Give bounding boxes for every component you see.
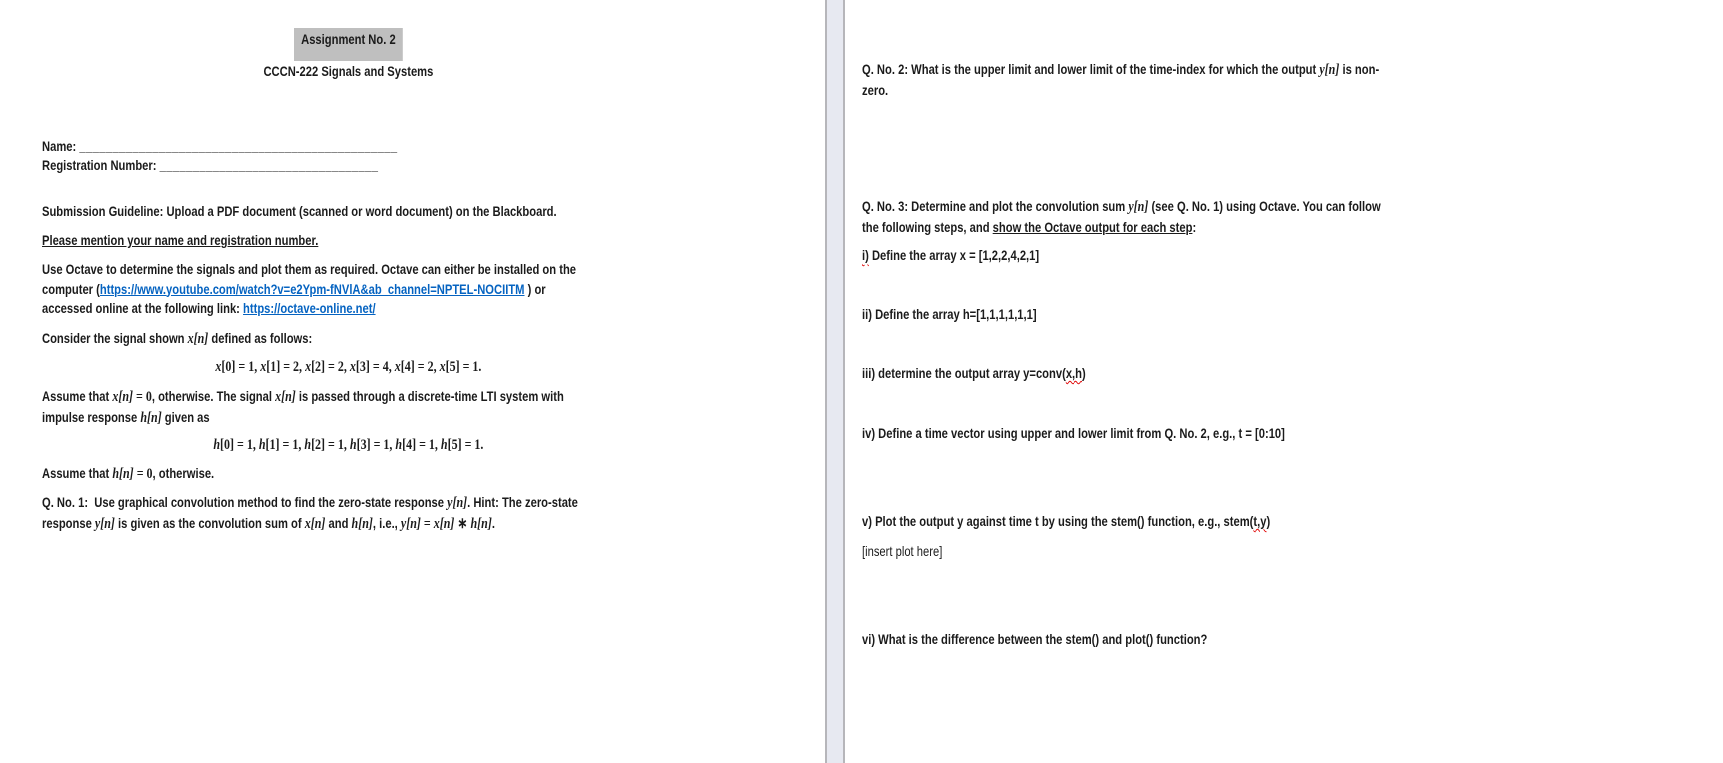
document-page-left bbox=[0, 0, 825, 763]
math-variable: y[n] bbox=[1319, 62, 1340, 78]
text-segment: Assume that bbox=[42, 388, 113, 404]
math-variable: h bbox=[213, 437, 221, 453]
text-segment: iii) determine the output array y=conv( bbox=[862, 365, 1066, 381]
registration-label: Registration Number: bbox=[42, 157, 160, 173]
math-variable: y[n] bbox=[447, 495, 468, 511]
question-1-paragraph bbox=[42, 493, 778, 534]
text-segment: . bbox=[491, 514, 495, 531]
step-vi-stem-vs-plot bbox=[862, 630, 1622, 650]
math-variable: h bbox=[395, 437, 403, 453]
math-literal: [3] = 1, bbox=[356, 437, 396, 453]
math-variable: x bbox=[215, 359, 222, 375]
math-variable: x[n] bbox=[304, 515, 326, 532]
math-variable: h bbox=[258, 437, 266, 453]
math-variable: h bbox=[440, 437, 448, 453]
step-v-stem-plot bbox=[862, 512, 1622, 532]
text-segment: defined as follows: bbox=[208, 330, 313, 346]
math-literal: [5] = 1. bbox=[445, 359, 482, 375]
math-literal: [0] = 1, bbox=[221, 359, 261, 375]
plain-text: [insert plot here] bbox=[862, 543, 943, 559]
text-segment: given as bbox=[161, 408, 210, 425]
text-segment: iv) Define a time vector using upper and lower limit from Q. No. 2, e.g., t = [0:10] bbox=[862, 425, 1285, 441]
text-segment: zero. bbox=[862, 81, 889, 98]
text-segment: is non- bbox=[1339, 61, 1380, 77]
text-segment: ii) Define the array h=[1,1,1,1,1,1] bbox=[862, 306, 1037, 322]
math-variable: x[n] bbox=[112, 389, 134, 405]
name-blank-line: ________________________________________________ bbox=[79, 138, 398, 154]
text-segment: vi) What is the difference between the stem() and plot() function? bbox=[862, 631, 1208, 647]
course-title: CCCN-222 Signals and Systems bbox=[263, 63, 434, 79]
insert-plot-placeholder bbox=[862, 542, 1622, 562]
text-segment: accessed online at the following link: bbox=[42, 300, 244, 316]
math-variable: x bbox=[439, 359, 446, 375]
assignment-title-block bbox=[42, 28, 655, 61]
math-variable: y[n] bbox=[94, 515, 115, 532]
question-3-paragraph bbox=[862, 197, 1622, 237]
math-variable: x[n] bbox=[433, 515, 455, 532]
math-variable: x bbox=[305, 359, 312, 375]
underlined-text: show the Octave output for each step bbox=[992, 218, 1193, 235]
math-literal: ∗ bbox=[454, 515, 471, 532]
step-iii-conv-output bbox=[862, 364, 1622, 384]
step-i-define-array-x bbox=[862, 246, 1622, 266]
math-literal: [4] = 1, bbox=[402, 437, 441, 453]
math-variable: y[n] bbox=[1128, 199, 1149, 215]
name-field-line bbox=[42, 137, 778, 157]
submission-guideline-paragraph: Submission Guideline: Upload a PDF document (scanned or word document) on the Blackboard. bbox=[42, 203, 557, 219]
math-variable: h[n] bbox=[470, 515, 492, 532]
name-label: Name: bbox=[42, 138, 80, 154]
math-literal: [0] = 1, bbox=[220, 437, 259, 453]
text-segment: is given as the convolution sum of bbox=[114, 514, 305, 531]
equation-h-values bbox=[42, 435, 655, 456]
text-segment: . Hint: The zero-state bbox=[467, 494, 578, 510]
math-literal: = bbox=[420, 515, 434, 532]
consider-signal-paragraph bbox=[42, 329, 778, 350]
math-variable: y[n] bbox=[400, 515, 421, 532]
mention-name-reg-note: Please mention your name and registration number. bbox=[42, 232, 319, 248]
text-segment: impulse response bbox=[42, 408, 141, 425]
text-segment: , i.e., bbox=[372, 514, 401, 531]
math-variable: h[n] bbox=[112, 466, 134, 482]
math-literal: [1] = 2, bbox=[266, 359, 306, 375]
text-segment: Assume that bbox=[42, 465, 113, 481]
question-2-paragraph bbox=[862, 60, 1622, 100]
math-variable: x[n] bbox=[275, 389, 296, 405]
text-segment: is passed through a discrete-time LTI system with bbox=[295, 388, 564, 404]
text-segment: and bbox=[325, 514, 352, 531]
math-variable: h bbox=[304, 437, 312, 453]
math-literal: [2] = 1, bbox=[311, 437, 350, 453]
document-page-right bbox=[845, 0, 1723, 763]
spellcheck-flagged-text: t,y bbox=[1253, 513, 1267, 529]
text-segment: Define the array x = [1,2,2,4,2,1] bbox=[868, 247, 1040, 263]
math-literal: [1] = 1, bbox=[265, 437, 305, 453]
assignment-title-highlight bbox=[294, 28, 403, 61]
spellcheck-flagged-text: i) bbox=[862, 247, 869, 263]
text-segment: computer ( bbox=[42, 280, 100, 297]
hyperlink[interactable]: https://octave-online.net/ bbox=[243, 300, 376, 316]
math-literal: [5] = 1. bbox=[447, 437, 484, 453]
math-variable: x bbox=[260, 359, 267, 375]
assignment-title: Assignment No. 2 bbox=[301, 31, 396, 47]
equation-x-values bbox=[42, 357, 655, 378]
text-segment: Use Octave to determine the signals and plot them as required. Octave can either be installed on the bbox=[42, 261, 577, 277]
math-variable: x[n] bbox=[187, 331, 209, 347]
math-variable: x bbox=[394, 359, 401, 375]
math-variable: x bbox=[349, 359, 356, 375]
text-segment: : bbox=[1192, 218, 1197, 235]
spellcheck-flagged-text: x,h bbox=[1065, 365, 1083, 381]
math-literal: = 0 bbox=[133, 466, 153, 482]
text-segment: , otherwise. The signal bbox=[151, 388, 276, 404]
math-literal: [3] = 4, bbox=[355, 359, 395, 375]
math-variable: h[n] bbox=[351, 515, 373, 532]
text-segment: Q. No. 2: What is the upper limit and lower limit of the time-index for which the output bbox=[862, 61, 1320, 77]
text-segment: response bbox=[42, 514, 95, 531]
registration-field-line bbox=[42, 156, 778, 176]
page-gap-divider bbox=[825, 0, 845, 763]
math-literal: [4] = 2, bbox=[400, 359, 440, 375]
text-segment: ) bbox=[1266, 513, 1271, 529]
text-segment: ) bbox=[1082, 365, 1086, 381]
text-segment: (see Q. No. 1) using Octave. You can follow bbox=[1148, 198, 1381, 214]
text-segment: , otherwise. bbox=[152, 465, 215, 481]
text-segment: v) Plot the output y against time t by using the stem() function, e.g., stem( bbox=[862, 513, 1254, 529]
text-segment: Q. No. 3: Determine and plot the convolution sum bbox=[862, 198, 1129, 214]
step-iv-time-vector bbox=[862, 424, 1622, 444]
step-ii-define-array-h bbox=[862, 305, 1622, 325]
text-segment: ) or bbox=[524, 280, 546, 297]
text-segment: Q. No. 1: Use graphical convolution method to find the zero-state response bbox=[42, 494, 448, 510]
registration-blank-line: _________________________________ bbox=[159, 157, 379, 173]
hyperlink[interactable]: https://www.youtube.com/watch?v=e2Ypm-fNVlA&ab_channel=NPTEL-NOCIITM bbox=[99, 280, 525, 297]
assume-h-paragraph bbox=[42, 464, 778, 485]
math-literal: = 0 bbox=[133, 389, 152, 405]
text-segment: Consider the signal shown bbox=[42, 330, 188, 346]
math-variable: h bbox=[349, 437, 357, 453]
math-literal: [2] = 2, bbox=[311, 359, 350, 375]
math-variable: h[n] bbox=[140, 409, 162, 426]
assume-x-paragraph bbox=[42, 387, 778, 428]
octave-instructions-paragraph bbox=[42, 260, 778, 319]
text-segment: the following steps, and bbox=[862, 218, 993, 235]
